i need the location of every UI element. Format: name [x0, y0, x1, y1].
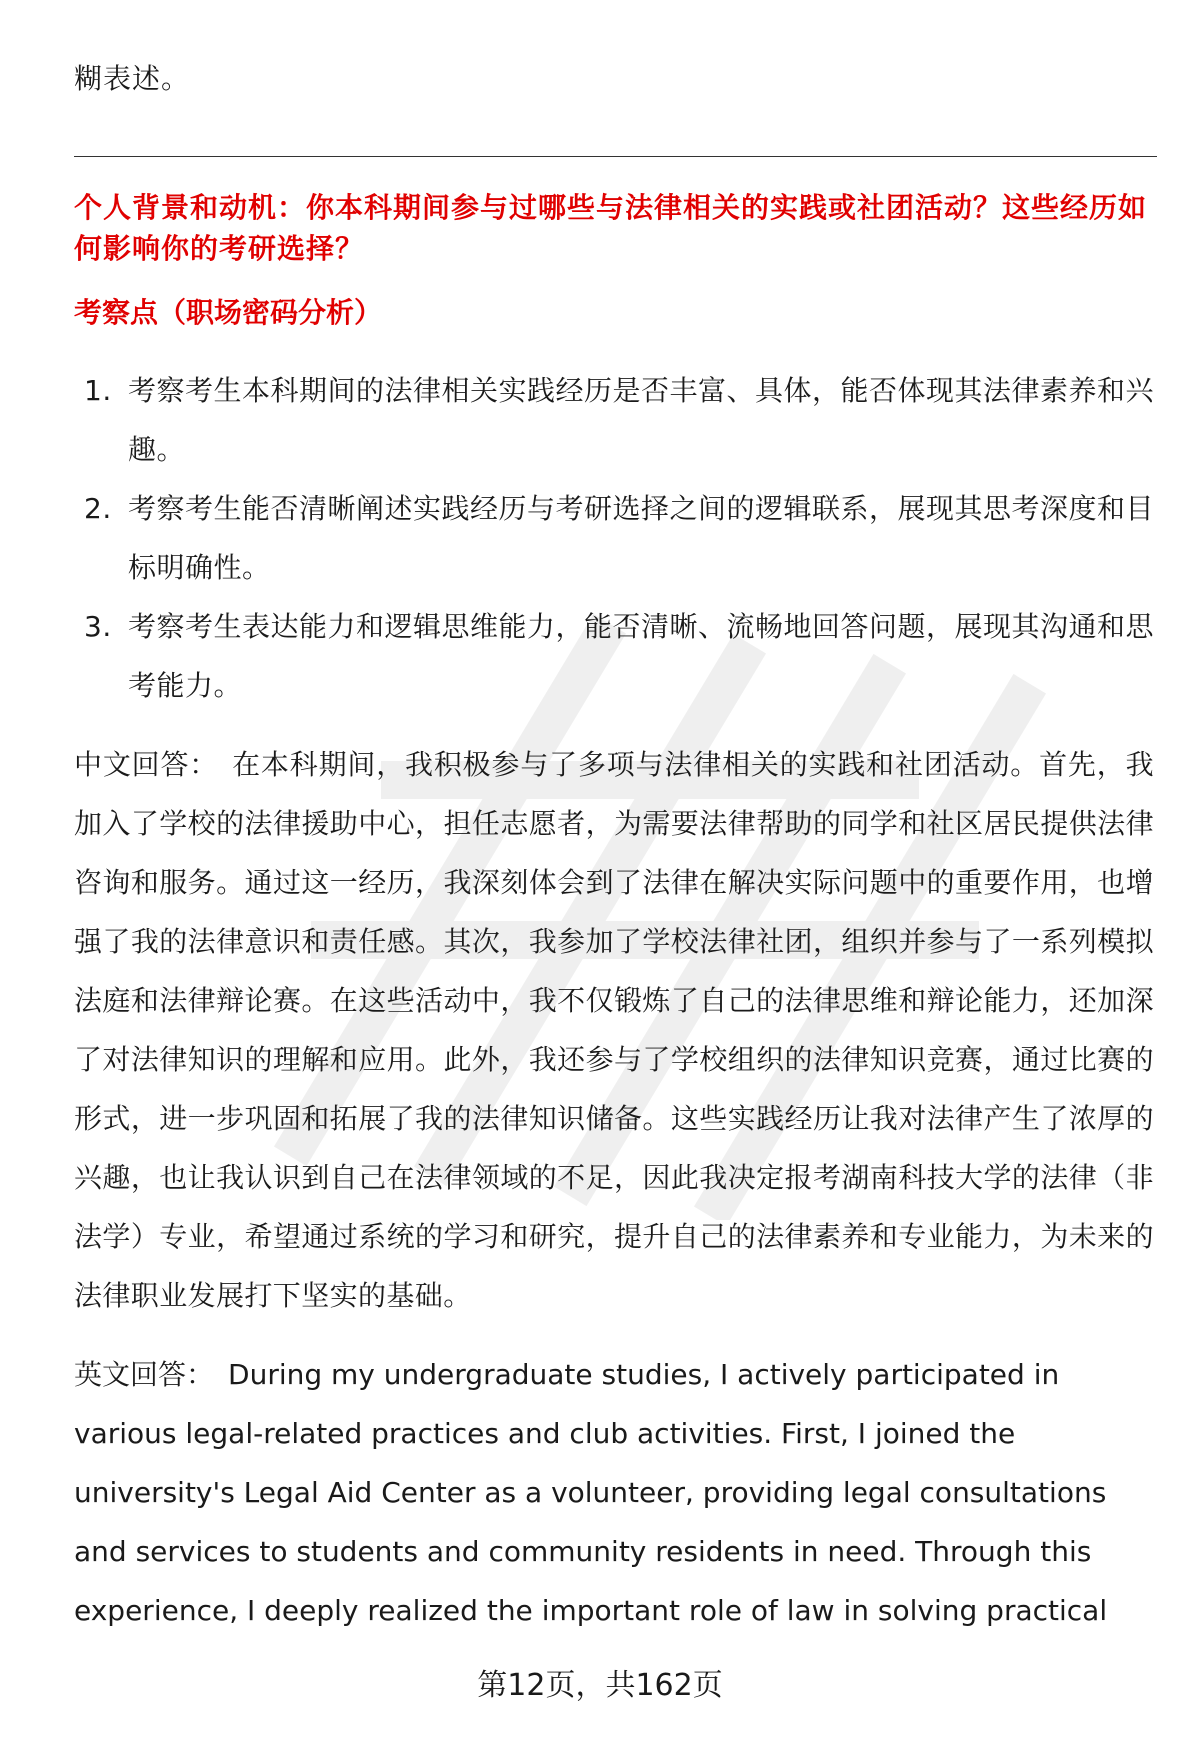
- analysis-heading: 考察点（职场密码分析）: [74, 296, 383, 329]
- page-content: [74, 50, 1154, 1640]
- lead-text: 糊表述。: [74, 62, 191, 95]
- question-heading: 个人背景和动机：你本科期间参与过哪些与法律相关的实践或社团活动？这些经历如何影响你的考研选择？: [74, 191, 1148, 265]
- english-answer-text: During my undergraduate studies, I actively participated in various legal-related practices and club activities. First, I joined the university's Legal Aid Center as a volunteer, providing legal consultations and services to students and community residents in need. Through this experience, I deeply realized the important role of law in solving practical: [74, 1358, 1108, 1627]
- analysis-point: [74, 361, 1154, 479]
- point-text: 考察考生表达能力和逻辑思维能力，能否清晰、流畅地回答问题，展现其沟通和思考能力。: [128, 610, 1155, 702]
- chinese-answer: [74, 735, 1154, 1325]
- point-text: 考察考生本科期间的法律相关实践经历是否丰富、具体，能否体现其法律素养和兴趣。: [128, 374, 1155, 466]
- point-text: 考察考生能否清晰阐述实践经历与考研选择之间的逻辑联系，展现其思考深度和目标明确性。: [128, 492, 1155, 584]
- analysis-point: [74, 597, 1154, 715]
- point-number: 1.: [84, 374, 112, 407]
- section-divider: [74, 156, 1157, 157]
- point-number: 2.: [84, 492, 112, 525]
- page-number-footer: 第12页，共162页: [477, 1668, 723, 1703]
- english-answer-label: 英文回答：: [74, 1358, 215, 1391]
- english-answer: [74, 1345, 1114, 1640]
- chinese-answer-text: 在本科期间，我积极参与了多项与法律相关的实践和社团活动。首先，我加入了学校的法律援助中心，担任志愿者，为需要法律帮助的同学和社区居民提供法律咨询和服务。通过这一经历，我深刻体会到了法律在解决实际问题中的重要作用，也增强了我的法律意识和责任感。其次，我参加了学校法律社团，组织并参与了一系列模拟法庭和法律辩论赛。在这些活动中，我不仅锻炼了自己的法律思维和辩论能力，还加深了对法律知识的理解和应用。此外，我还参与了学校组织的法律知识竞赛，通过比赛的形式，进一步巩固和拓展了我的法律知识储备。这些实践经历让我对法律产生了浓厚的兴趣，也让我认识到自己在法律领域的不足，因此我决定报考湖南科技大学的法律（非法学）专业，希望通过系统的学习和研究，提升自己的法律素养和专业能力，为未来的法律职业发展打下坚实的基础。: [74, 748, 1154, 1312]
- analysis-points: [74, 361, 1154, 715]
- analysis-point: [74, 479, 1154, 597]
- point-number: 3.: [84, 610, 112, 643]
- chinese-answer-label: 中文回答：: [74, 748, 219, 781]
